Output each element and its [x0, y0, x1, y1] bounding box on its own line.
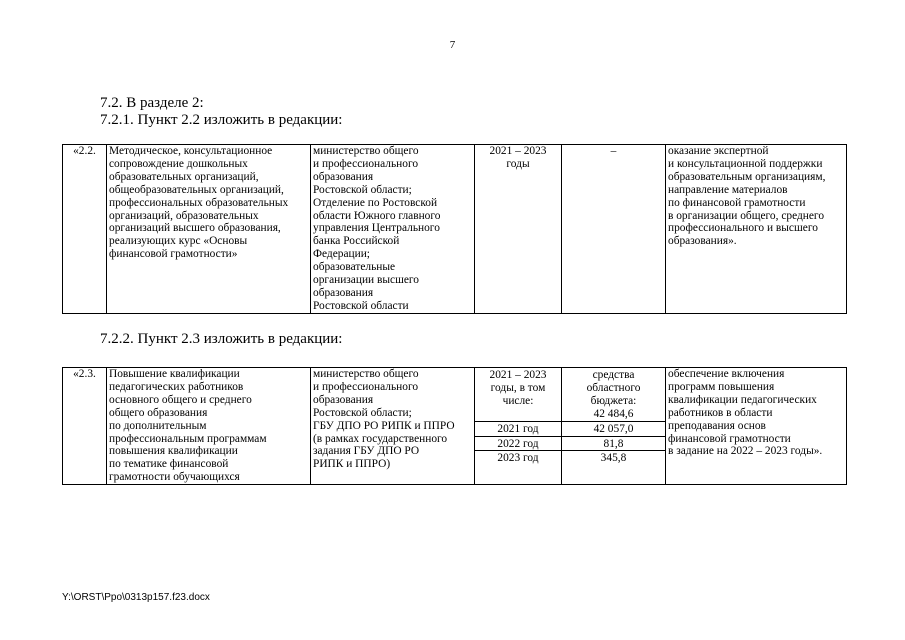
executor-line: банка Российской — [313, 235, 400, 248]
period-line — [477, 408, 559, 421]
activity-line: Повышение квалификации — [109, 368, 240, 380]
funding-total — [562, 368, 665, 421]
activity-line: общеобразовательных организаций, — [109, 183, 284, 196]
executor-line: и профессионального — [313, 157, 419, 170]
funding-line: областного — [586, 381, 641, 394]
executor-line: и профессионального — [313, 380, 419, 393]
executor-line: образования — [313, 393, 374, 406]
period-line: 2021 – 2023 — [489, 369, 547, 381]
executor-line: РИПК и ППРО) — [313, 458, 391, 471]
activity-line: организаций, образовательных — [109, 209, 259, 222]
executors-cell — [311, 368, 475, 485]
section-heading: 7.2. В разделе 2: — [100, 95, 204, 111]
result-line: образования». — [668, 235, 737, 248]
activity-line: сопровождение дошкольных — [109, 157, 248, 170]
executor-line: ГБУ ДПО РО РИПК и ППРО — [313, 419, 455, 432]
period-line: годы — [506, 157, 530, 170]
amount-2023: 345,8 — [562, 450, 665, 465]
executor-line: образования — [313, 286, 374, 299]
funding-line: бюджета: — [590, 394, 637, 407]
table-row — [63, 145, 847, 314]
result-line: в организации общего, среднего — [668, 209, 825, 222]
executor-line: организации высшего — [313, 274, 419, 287]
executors-cell — [311, 145, 475, 314]
result-line: финансовой грамотности — [668, 432, 791, 445]
executor-line: министерство общего — [313, 368, 419, 380]
executor-line: образовательные — [313, 261, 396, 274]
funding-line: 42 484,6 — [593, 407, 634, 420]
row-number: «2.3. — [63, 368, 107, 485]
executor-line: Ростовской области; — [313, 183, 412, 196]
activity-line: организаций высшего образования, — [109, 222, 281, 235]
activity-line: основного общего и среднего — [109, 393, 252, 406]
result-line: в задание на 2022 – 2023 годы». — [668, 445, 823, 458]
result-line: обеспечение включения — [668, 368, 785, 380]
period-cell — [475, 368, 562, 485]
activity-line: повышения квалификации — [109, 445, 238, 458]
funding-cell — [562, 368, 666, 485]
executor-line: Ростовской области — [313, 299, 409, 312]
page-number: 7 — [449, 39, 456, 51]
result-line: по финансовой грамотности — [668, 196, 806, 209]
item-heading-2-3: 7.2.2. Пункт 2.3 изложить в редакции: — [100, 331, 343, 347]
year-2023: 2023 год — [475, 450, 561, 465]
executor-line: министерство общего — [313, 145, 419, 157]
result-line: образовательным организациям, — [668, 170, 826, 183]
executor-line: задания ГБУ ДПО РО — [313, 445, 420, 458]
executor-line: образования — [313, 170, 374, 183]
result-line: программ повышения — [668, 380, 775, 393]
executor-line: области Южного главного — [313, 209, 441, 222]
executor-line: (в рамках государственного — [313, 432, 448, 445]
activity-line: по дополнительным — [109, 419, 207, 432]
activity-line: грамотности обучающихся — [109, 471, 240, 484]
result-line: и консультационной поддержки — [668, 157, 823, 170]
period-line: годы, в том — [490, 381, 546, 394]
activity-cell — [107, 368, 311, 485]
executor-line: Федерации; — [313, 248, 370, 261]
activity-line: профессиональных образовательных — [109, 196, 289, 209]
result-line: квалификации педагогических — [668, 393, 817, 406]
period-total — [475, 368, 561, 421]
row-number: «2.2. — [63, 145, 107, 314]
activity-line: общего образования — [109, 406, 208, 419]
executor-line: управления Центрального — [313, 222, 440, 235]
amount-2021: 42 057,0 — [562, 421, 665, 436]
activity-line: педагогических работников — [109, 380, 244, 393]
year-2022: 2022 год — [475, 436, 561, 451]
executor-line: Ростовской области; — [313, 406, 412, 419]
result-line: оказание экспертной — [668, 145, 769, 157]
period-cell — [475, 145, 562, 314]
table-item-2-3 — [62, 367, 847, 485]
activity-line: финансовой грамотности» — [109, 248, 238, 261]
result-cell — [666, 145, 847, 314]
activity-line: реализующих курс «Основы — [109, 235, 248, 248]
result-line: профессионального и высшего — [668, 222, 818, 235]
result-line: направление материалов — [668, 183, 788, 196]
activity-cell — [107, 145, 311, 314]
funding-cell: – — [562, 145, 666, 314]
result-line: преподавания основ — [668, 419, 766, 432]
activity-line: профессиональным программам — [109, 432, 267, 445]
year-2021: 2021 год — [475, 421, 561, 436]
activity-line: Методическое, консультационное — [109, 145, 273, 157]
table-item-2-2 — [62, 144, 847, 314]
amount-2022: 81,8 — [562, 436, 665, 451]
result-line: работников в области — [668, 406, 773, 419]
activity-line: образовательных организаций, — [109, 170, 259, 183]
period-line: числе: — [502, 394, 534, 407]
executor-line: Отделение по Ростовской — [313, 196, 438, 209]
table-row — [63, 368, 847, 485]
period-line: 2021 – 2023 — [489, 145, 547, 157]
item-heading-2-2: 7.2.1. Пункт 2.2 изложить в редакции: — [100, 112, 343, 128]
footer-file-path: Y:\ORST\Ppo\0313p157.f23.docx — [62, 592, 210, 603]
activity-line: по тематике финансовой — [109, 458, 229, 471]
result-cell — [666, 368, 847, 485]
funding-line: средства — [592, 369, 635, 381]
